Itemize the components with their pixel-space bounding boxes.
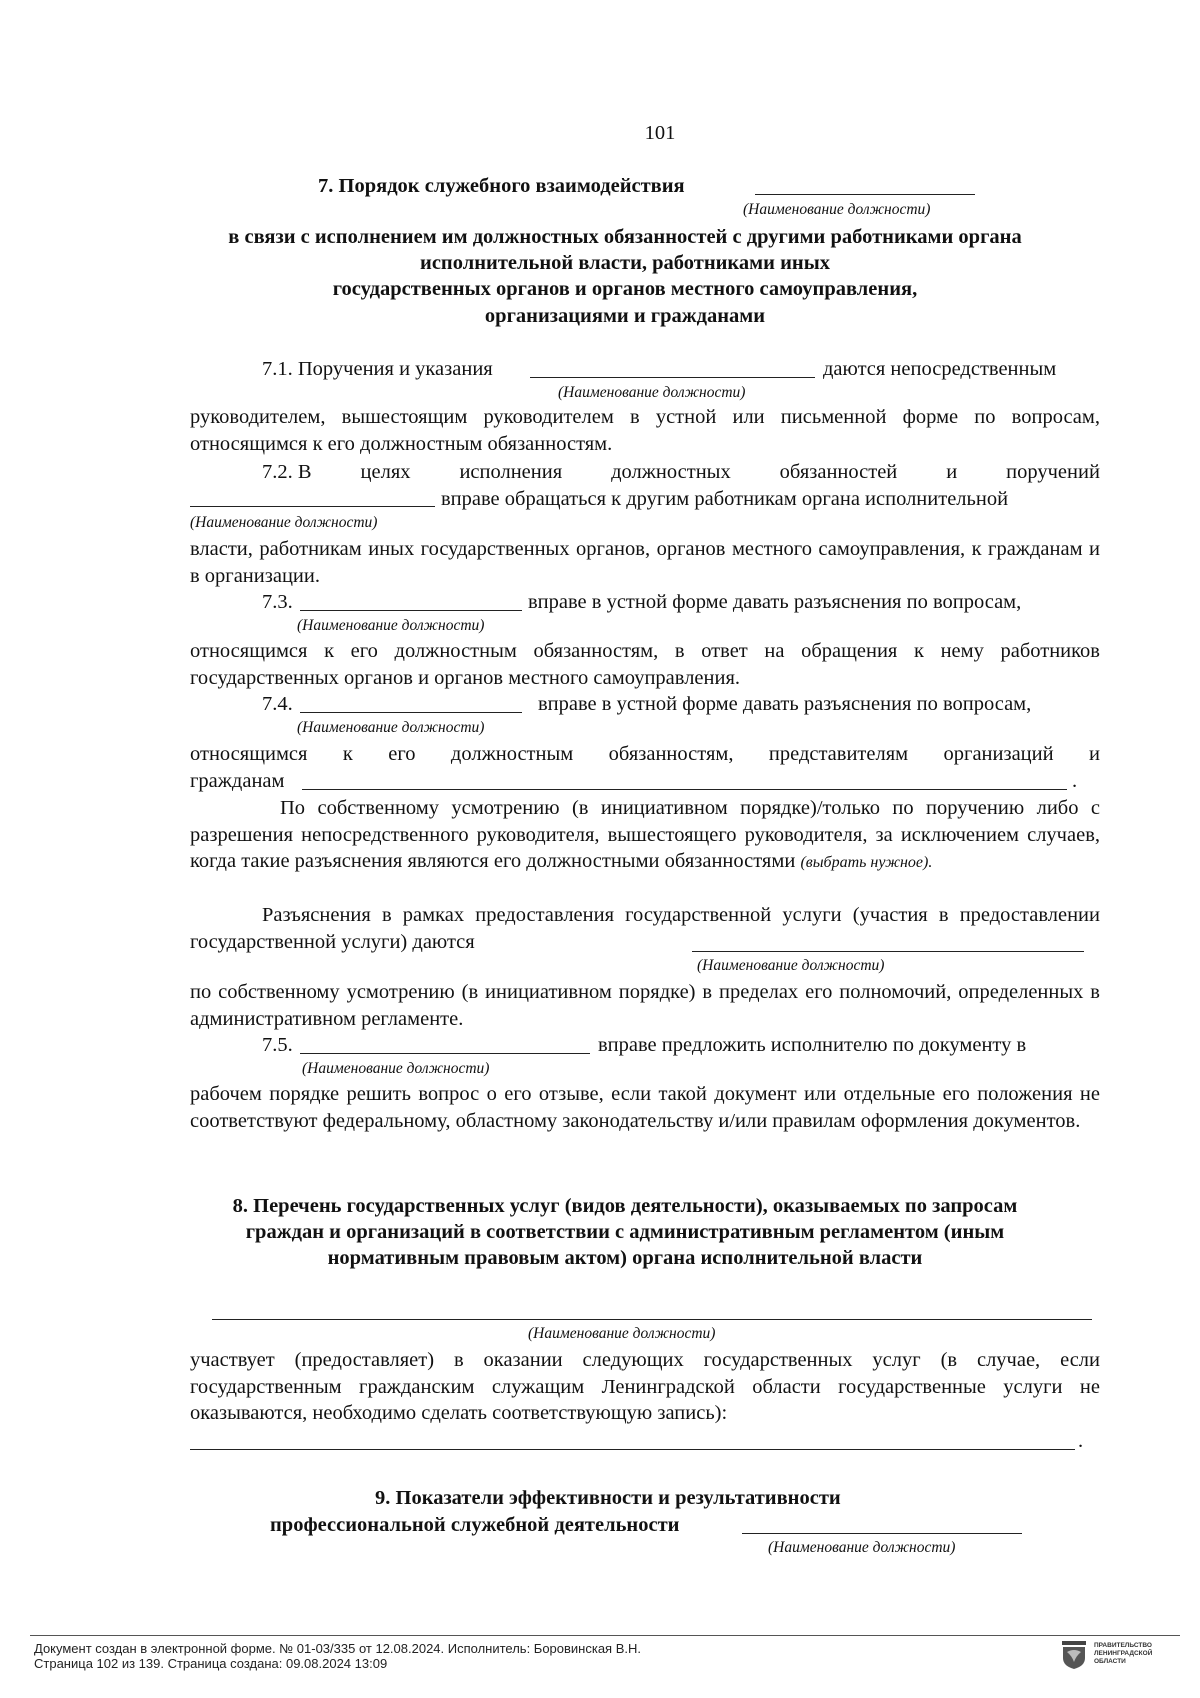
caption: (Наименование должности): [697, 957, 885, 974]
section8-title-line: 8. Перечень государственных услуг (видов деятельности), оказываемых по запросам: [232, 1195, 1018, 1217]
clause-7-5-blank: [300, 1053, 590, 1054]
caption: (Наименование должности): [768, 1539, 956, 1556]
caption: (Наименование должности): [190, 514, 378, 531]
service-text: Разъяснения в рамках предоставления государственной услуги (участия в предоставлении государственной услуги) даются: [190, 904, 1100, 953]
clause-7-2-text: власти, работникам иных государственных органов, органов местного самоуправления, к гражданам и в организации.: [190, 538, 1100, 587]
clause-7-2-word: обязанностей: [779, 461, 898, 483]
clause-7-2-cont: вправе обращаться к другим работникам органа исполнительной: [441, 488, 1009, 510]
section8-services-blank: [190, 1449, 1075, 1450]
section9-title-line1: 9. Показатели эффективности и результативности: [375, 1487, 841, 1509]
footer-line1: Документ создан в электронной форме. № 01-03/335 от 12.08.2024. Исполнитель: Боровинская В.Н.: [34, 1641, 641, 1656]
caption: (Наименование должности): [302, 1060, 490, 1077]
clause-7-2-word: исполнения: [459, 461, 563, 483]
clause-7-3-blank: [300, 610, 522, 611]
clause-7-4-dot: .: [1072, 770, 1078, 792]
clause-7-4-text: относящимся к его должностным обязанностям, представителям организаций и: [190, 743, 1100, 765]
service-blank: [692, 951, 1084, 952]
clause-7-2-word: целях: [360, 461, 411, 483]
clause-7-2-word: должностных: [611, 461, 731, 483]
clause-7-1-blank: [530, 377, 815, 378]
coat-of-arms-icon: [1060, 1640, 1088, 1670]
clause-7-4-blank: [300, 712, 522, 713]
logo-line: ПРАВИТЕЛЬСТВО: [1094, 1642, 1152, 1649]
caption: (Наименование должности): [528, 1325, 716, 1342]
clause-7-1-start: 7.1. Поручения и указания: [262, 358, 493, 380]
service-paragraph: [190, 902, 1100, 955]
service-text-rest: по собственному усмотрению (в инициативном порядке) в пределах его полномочий, определенных в административном регламенте.: [190, 981, 1100, 1030]
clause-7-4-number: 7.4.: [262, 693, 293, 715]
section8-title-line: граждан и организаций в соответствии с административным регламентом (иным: [245, 1221, 1005, 1243]
caption: (Наименование должности): [297, 617, 485, 634]
section7-subtitle-line: государственных органов и органов местного самоуправления,: [332, 278, 918, 300]
clause-7-1-end: даются непосредственным: [823, 358, 1057, 380]
logo-line: ОБЛАСТИ: [1094, 1658, 1126, 1665]
clause-7-3-text: относящимся к его должностным обязанностям, в ответ на обращения к нему работников государственных органов и органов местного самоуправления.: [190, 640, 1100, 689]
clause-7-3-end: вправе в устной форме давать разъяснения по вопросам,: [528, 591, 1022, 613]
section8-title-line: нормативным правовым актом) органа исполнительной власти: [327, 1247, 923, 1269]
discretion-text: По собственному усмотрению (в инициативном порядке)/только по поручению либо с разрешения непосредственного руководителя, вышестоящего руководителя, за исключением случаев, когда такие разъяснения являются его должностными обязанностями: [190, 797, 1100, 872]
clause-7-5-end: вправе предложить исполнителю по документу в: [598, 1034, 1027, 1056]
clause-7-1-text: руководителем, вышестоящим руководителем в устной или письменной форме по вопросам, относящимся к его должностным обязанностям.: [190, 406, 1100, 455]
caption: (Наименование должности): [743, 201, 931, 218]
clause-7-5-number: 7.5.: [262, 1034, 293, 1056]
clause-7-4-citizens: гражданам: [190, 770, 285, 792]
section8-dot: .: [1078, 1430, 1084, 1452]
discretion-note: (выбрать нужное).: [800, 854, 933, 871]
clause-7-3-number: 7.3.: [262, 591, 293, 613]
section9-title-blank: [742, 1533, 1022, 1534]
caption: (Наименование должности): [297, 719, 485, 736]
section8-blank: [212, 1319, 1092, 1320]
section7-title-blank: [755, 194, 975, 195]
clause-7-2-word: поручений: [1006, 461, 1100, 483]
section7-title: 7. Порядок служебного взаимодействия: [318, 175, 685, 197]
clause-7-4-citizens-blank: [302, 789, 1067, 790]
clause-7-2-word: 7.2. В: [262, 461, 312, 483]
clause-7-4-end: вправе в устной форме давать разъяснения по вопросам,: [538, 693, 1032, 715]
clause-7-2-blank: [190, 506, 435, 507]
clause-7-5-text: рабочем порядке решить вопрос о его отзыве, если такой документ или отдельные его положения не соответствуют федеральному, областному законодательству и/или правилам оформления документов.: [190, 1083, 1100, 1132]
section8-text: участвует (предоставляет) в оказании следующих государственных услуг (в случае, если государственным гражданским служащим Ленинградской области государственные услуги не оказываются, необходимо сделать соответствующую запись):: [190, 1349, 1100, 1424]
section7-subtitle-line: в связи с исполнением им должностных обязанностей с другими работниками органа: [228, 226, 1022, 248]
footer-line2: Страница 102 из 139. Страница создана: 09.08.2024 13:09: [34, 1656, 388, 1671]
section7-subtitle-line: исполнительной власти, работниками иных: [420, 252, 830, 274]
discretion-paragraph: [190, 795, 1100, 877]
section9-title-line2: профессиональной служебной деятельности: [270, 1514, 680, 1536]
page-number: 101: [644, 122, 676, 144]
caption: (Наименование должности): [558, 384, 746, 401]
logo-line: ЛЕНИНГРАДСКОЙ: [1094, 1650, 1153, 1657]
clause-7-2-line: [262, 459, 1100, 485]
section7-subtitle-line: организациями и гражданами: [484, 305, 766, 327]
footer-rule: [30, 1635, 1180, 1636]
clause-7-2-word: и: [946, 461, 958, 483]
